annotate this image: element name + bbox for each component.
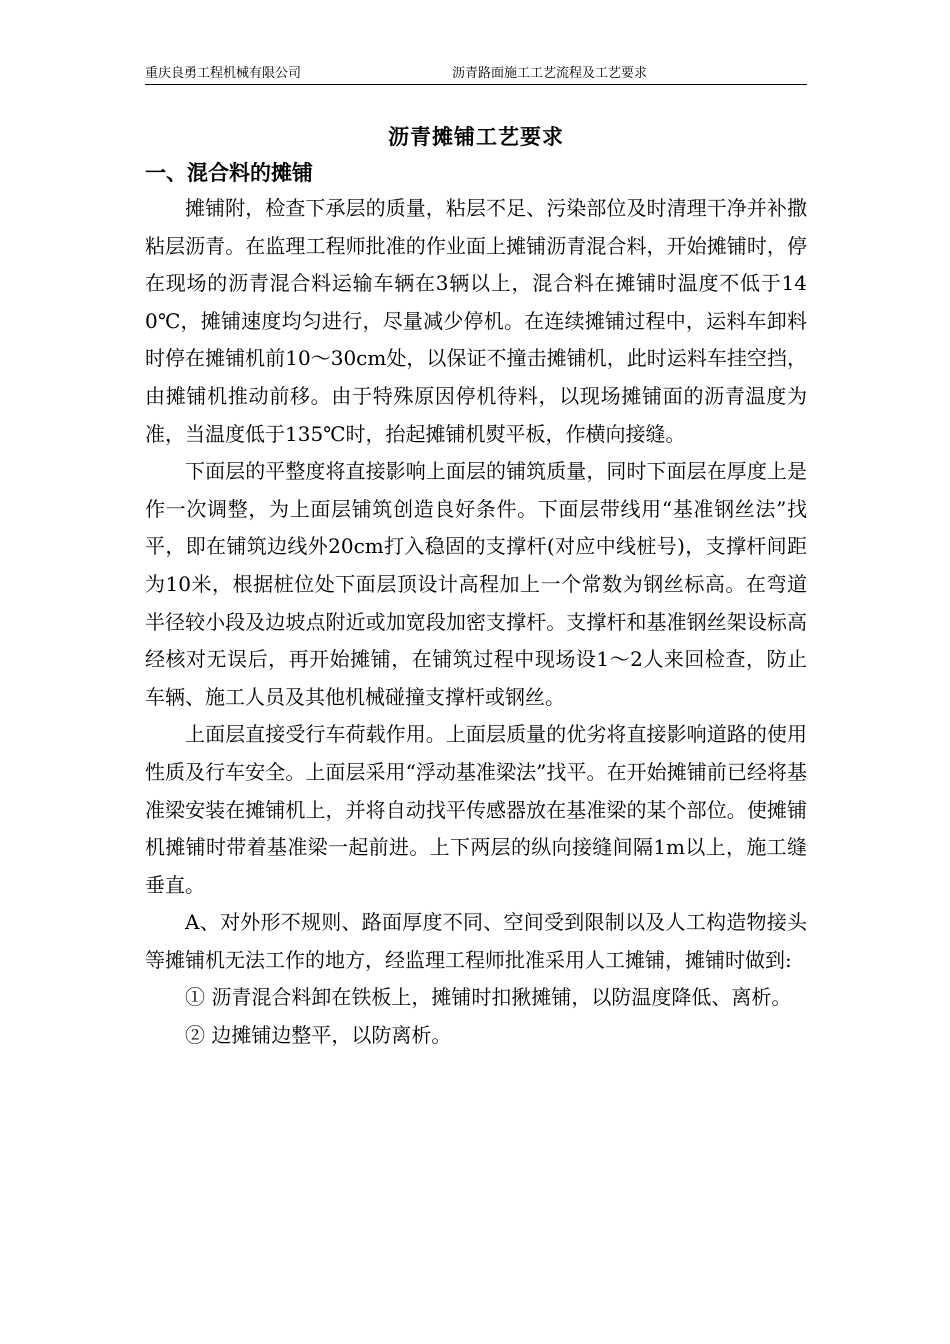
paragraph-paving-procedure: 摊铺附，检查下承层的质量，粘层不足、污染部位及时清理干净并补撒粘层沥青。在监理工程师批准的作业面上摊铺沥青混合料，开始摊铺时，停在现场的沥青混合料运输车辆在3辆以上，混合料在摊铺时温度不低于140℃，摊铺速度均匀进行，尽量减少停机。在连续摊铺过程中，运料车卸料时停在摊铺机前10～30cm处，以保证不撞击摊铺机，此时运料车挂空挡，由摊铺机推动前移。由于特殊原因停机待料，以现场摊铺面的沥青温度为准，当温度低于135℃时，抬起摊铺机熨平板，作横向接缝。 [145,196,807,446]
document-title: 沥青摊铺工艺要求 [388,124,564,149]
body-text [145,190,807,1055]
page-header [145,64,807,85]
section-heading: 一、混合料的摊铺 [145,160,313,185]
header-company-name: 重庆良勇工程机械有限公司 [145,66,302,81]
paragraph-lower-layer: 下面层的平整度将直接影响上面层的铺筑质量，同时下面层在厚度上是作一次调整，为上面层铺筑创造良好条件。下面层带线用“基准钢丝法”找平，即在铺筑边线外20cm打入稳固的支撑杆(对应中线桩号)，支撑杆间距为10米，根据桩位处下面层顶设计高程加上一个常数为钢丝标高。在弯道半径较小段及边坡点附近或加宽段加密支撑杆。支撑杆和基准钢丝架设标高经核对无误后，再开始摊铺，在铺筑过程中现场设1～2人来回检查，防止车辆、施工人员及其他机械碰撞支撑杆或钢丝。 [145,459,807,709]
header-document-name: 沥青路面施工工艺流程及工艺要求 [452,66,648,81]
list-item-manual-step-1: ① 沥青混合料卸在铁板上，摊铺时扣揪摊铺，以防温度降低、离析。 [185,985,792,1010]
paragraph-upper-layer: 上面层直接受行车荷载作用。上面层质量的优劣将直接影响道路的使用性质及行车安全。上面层采用“浮动基准梁法”找平。在开始摊铺前已经将基准梁安装在摊铺机上，并将自动找平传感器放在基准梁的某个部位。使摊铺机摊铺时带着基准梁一起前进。上下两层的纵向接缝间隔1m以上，施工缝垂直。 [145,722,807,897]
list-item-manual-step-2: ② 边摊铺边整平，以防离析。 [185,1023,452,1048]
paragraph-manual-paving: A、对外形不规则、路面厚度不同、空间受到限制以及人工构造物接头等摊铺机无法工作的地方，经监理工程师批准采用人工摊铺，摊铺时做到: [145,910,807,972]
